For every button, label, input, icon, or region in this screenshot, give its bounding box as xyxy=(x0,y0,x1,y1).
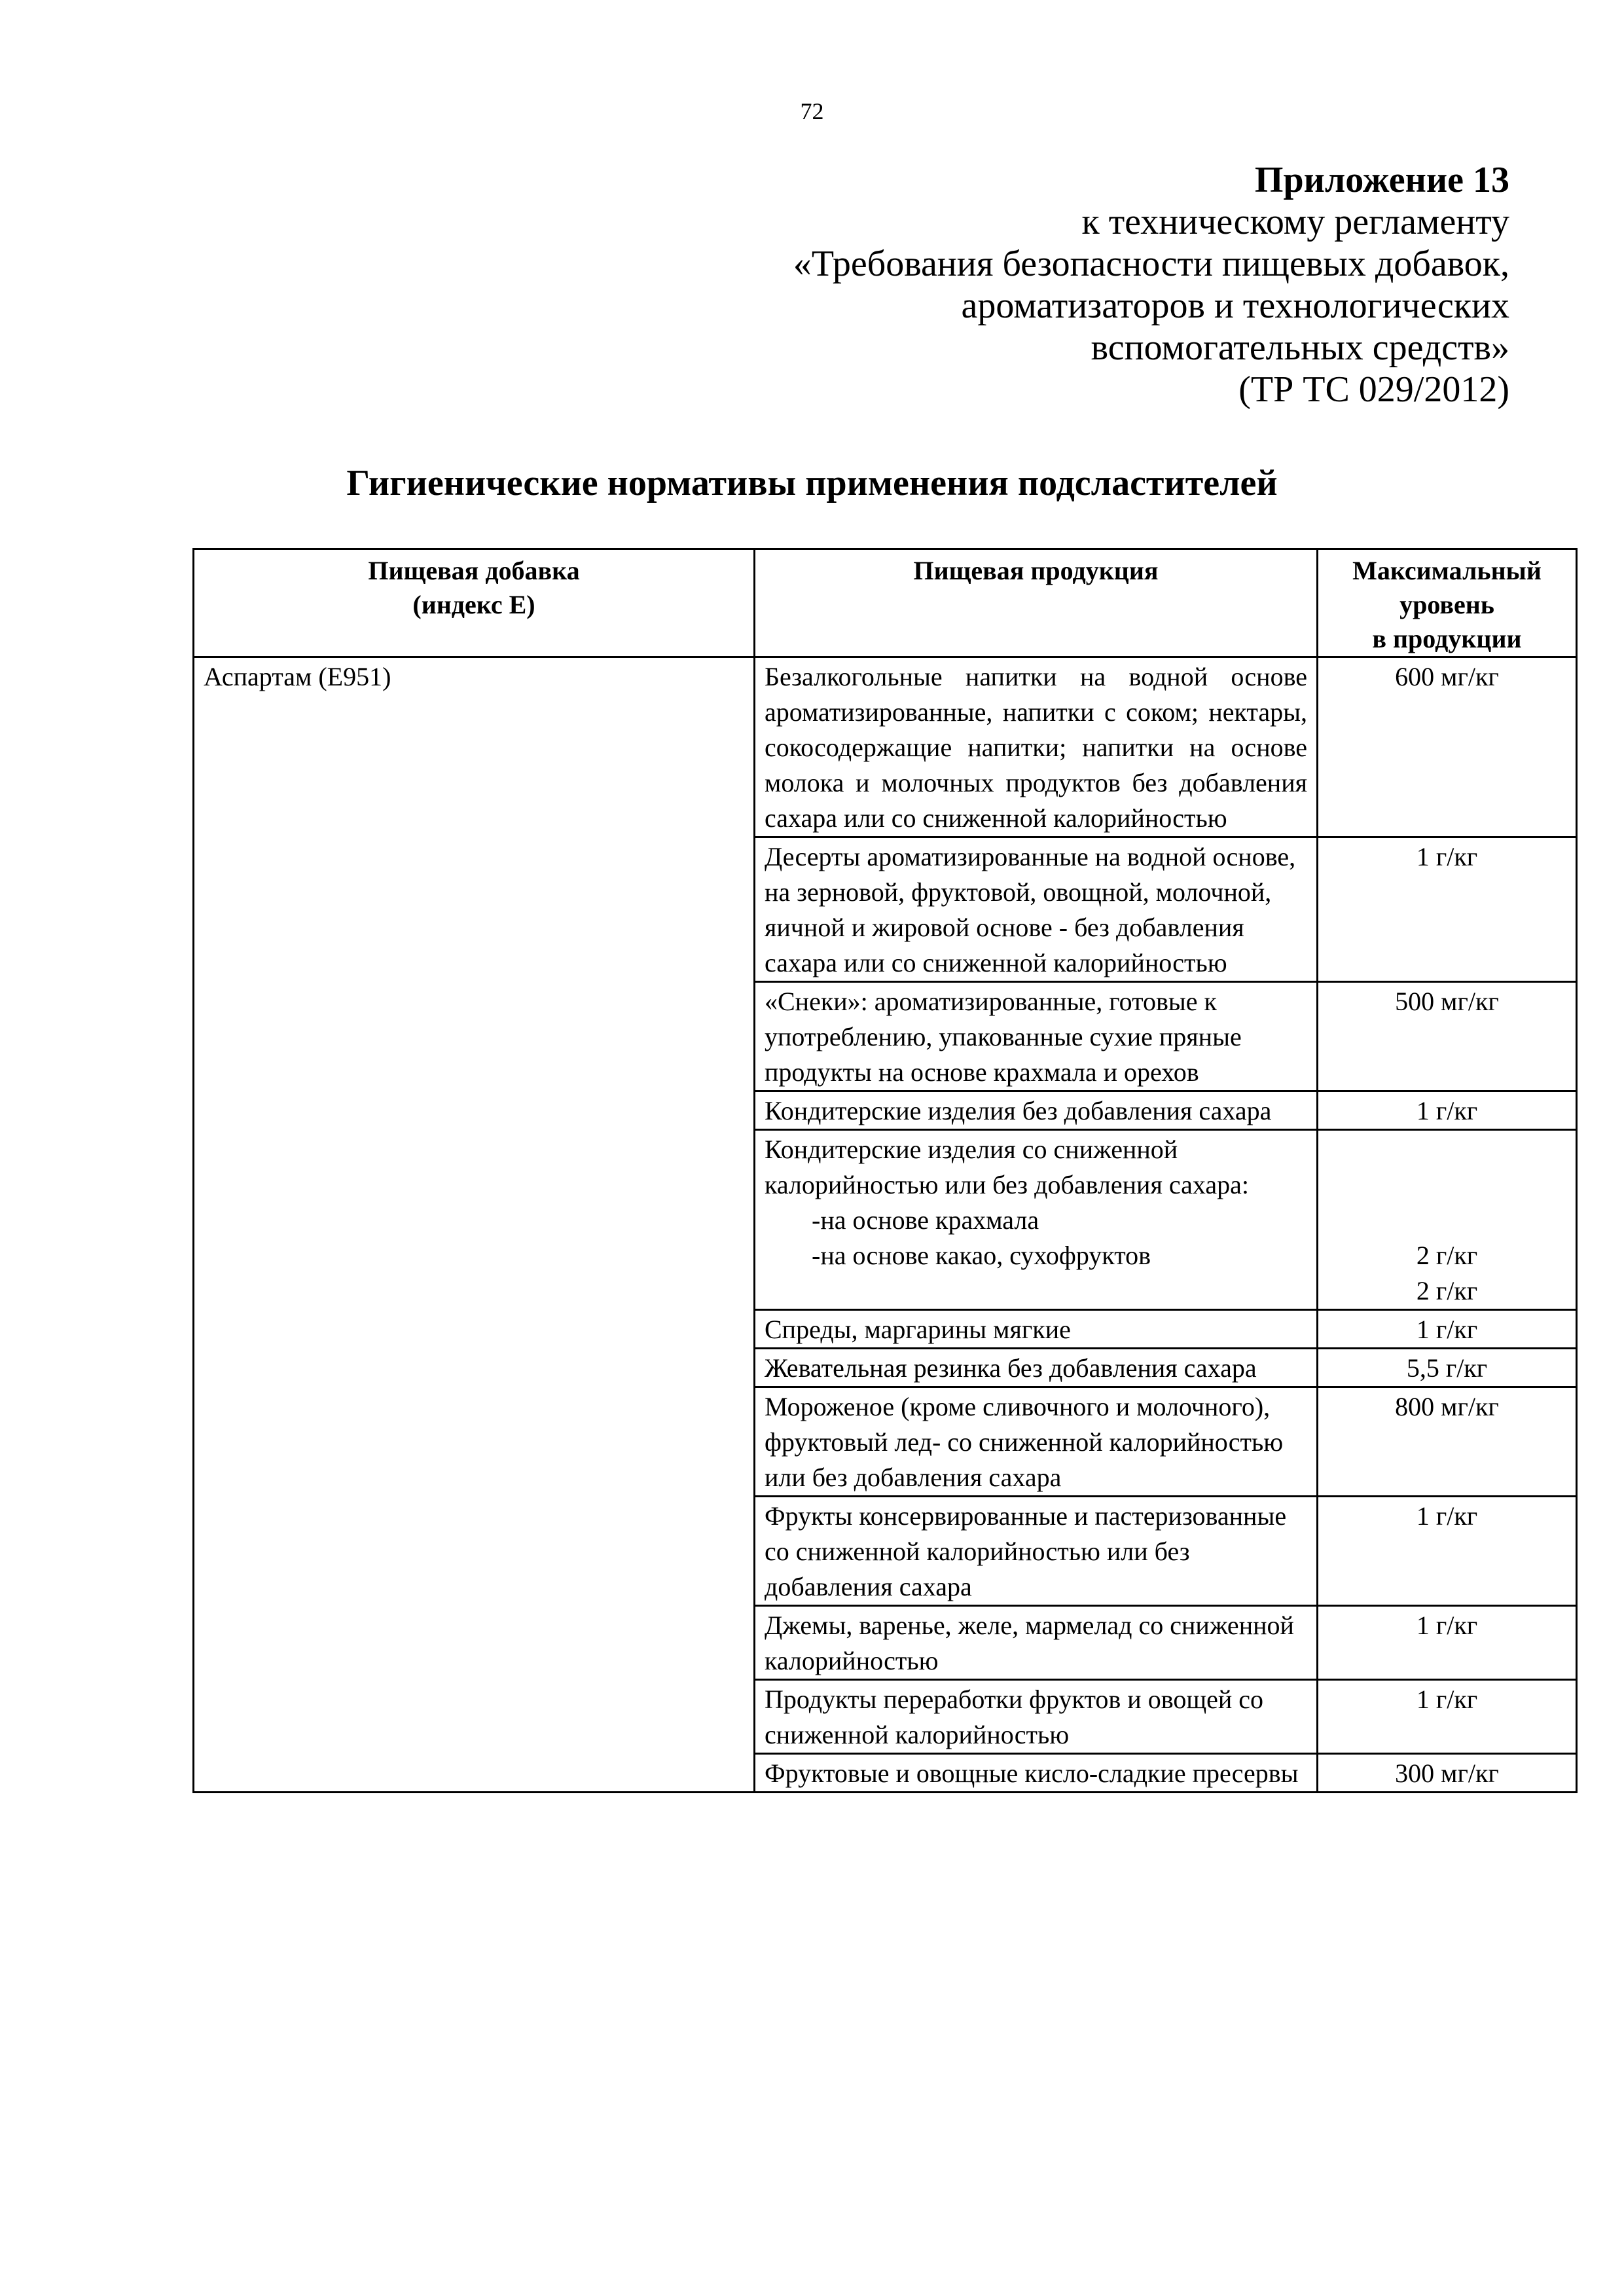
product-text: Кондитерские изделия со сниженной калорийностью или без добавления сахара: xyxy=(765,1135,1249,1199)
appendix-line-1: к техническому регламенту xyxy=(1081,202,1509,242)
product-cell: Безалкогольные напитки на водной основе ароматизированные, напитки с соком; нектары, сокосодержащие напитки; напитки на основе молока и молочных продуктов без добавления сахара или со сниженной калорийностью xyxy=(755,657,1318,837)
table-row xyxy=(194,657,1577,837)
header-product-text: Пищевая продукция xyxy=(913,556,1159,585)
header-additive xyxy=(194,549,755,657)
level-cell: 5,5 г/кг xyxy=(1318,1349,1577,1387)
table-header-row xyxy=(194,549,1577,657)
sub-item-level: 2 г/кг xyxy=(1416,1276,1478,1305)
page-number: 72 xyxy=(800,98,824,124)
level-cell xyxy=(1318,1130,1577,1310)
appendix-title: Приложение 13 xyxy=(1254,160,1509,200)
product-cell: Джемы, варенье, желе, мармелад со сниженной калорийностью xyxy=(755,1606,1318,1680)
sweeteners-norms-table xyxy=(192,548,1578,1793)
appendix-header xyxy=(593,159,1509,410)
level-cell: 1 г/кг xyxy=(1318,1606,1577,1680)
product-cell: Фруктовые и овощные кисло-сладкие пресервы xyxy=(755,1754,1318,1793)
level-cell: 1 г/кг xyxy=(1318,837,1577,982)
level-cell: 1 г/кг xyxy=(1318,1680,1577,1754)
product-cell: Фрукты консервированные и пастеризованные со сниженной калорийностью или без добавления сахара xyxy=(755,1497,1318,1606)
product-cell: «Снеки»: ароматизированные, готовые к употреблению, упакованные сухие пряные продукты на основе крахмала и орехов xyxy=(755,982,1318,1091)
product-cell: Спреды, маргарины мягкие xyxy=(755,1310,1318,1349)
sub-item: -на основе какао, сухофруктов xyxy=(812,1241,1151,1270)
level-cell: 300 мг/кг xyxy=(1318,1754,1577,1793)
product-cell: Жевательная резинка без добавления сахара xyxy=(755,1349,1318,1387)
header-additive-line-1: Пищевая добавка xyxy=(368,556,580,585)
product-cell: Продукты переработки фруктов и овощей со сниженной калорийностью xyxy=(755,1680,1318,1754)
appendix-line-4: вспомогательных средств» xyxy=(1091,327,1509,368)
product-cell: Мороженое (кроме сливочного и молочного), фруктовый лед- со сниженной калорийностью или без добавления сахара xyxy=(755,1387,1318,1497)
product-cell: Десерты ароматизированные на водной основе, на зерновой, фруктовой, овощной, молочной, яичной и жировой основе - без добавления сахара или со сниженной калорийностью xyxy=(755,837,1318,982)
header-level-line-2: уровень xyxy=(1399,590,1494,619)
level-cell: 800 мг/кг xyxy=(1318,1387,1577,1497)
additive-cell: Аспартам (Е951) xyxy=(194,657,755,1793)
level-cell: 500 мг/кг xyxy=(1318,982,1577,1091)
sub-item: -на основе крахмала xyxy=(812,1205,1039,1235)
product-cell: Кондитерские изделия без добавления сахара xyxy=(755,1091,1318,1130)
document-title: Гигиенические нормативы применения подсластителей xyxy=(346,463,1278,503)
appendix-line-3: ароматизаторов и технологических xyxy=(961,285,1509,326)
level-cell: 600 мг/кг xyxy=(1318,657,1577,837)
header-level-line-1: Максимальный xyxy=(1352,556,1542,585)
product-cell xyxy=(755,1130,1318,1310)
header-level-line-3: в продукции xyxy=(1372,624,1522,653)
header-product xyxy=(755,549,1318,657)
level-cell: 1 г/кг xyxy=(1318,1497,1577,1606)
sub-item-level: 2 г/кг xyxy=(1416,1241,1478,1270)
level-cell: 1 г/кг xyxy=(1318,1310,1577,1349)
appendix-line-2: «Требования безопасности пищевых добавок, xyxy=(793,244,1509,284)
level-cell: 1 г/кг xyxy=(1318,1091,1577,1130)
appendix-line-5: (ТР ТС 029/2012) xyxy=(1238,369,1509,410)
header-additive-line-2: (индекс Е) xyxy=(412,590,535,619)
header-level xyxy=(1318,549,1577,657)
